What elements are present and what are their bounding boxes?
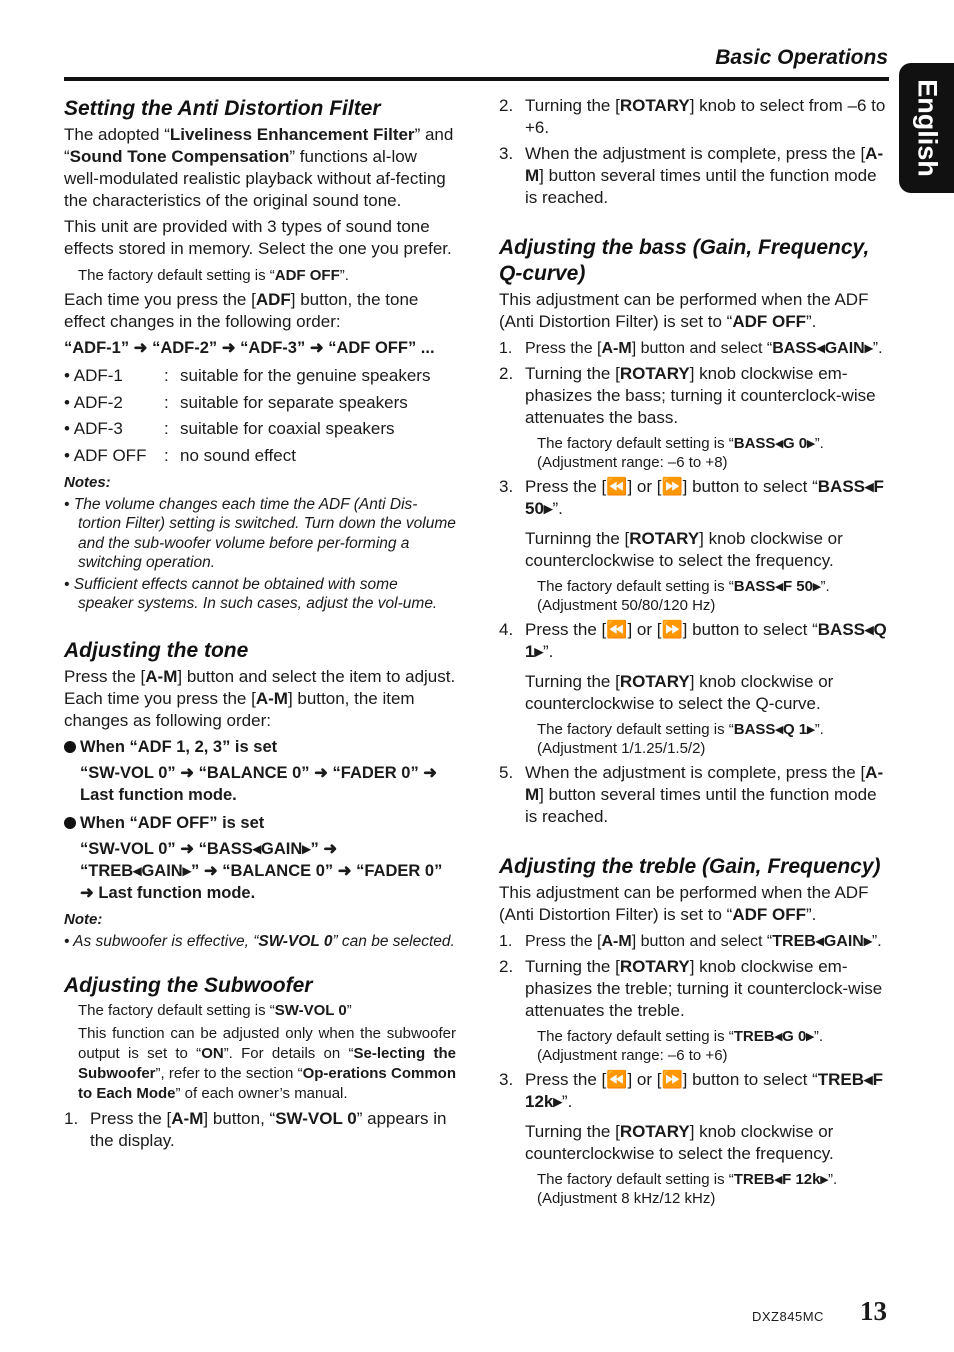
treble-heading: Adjusting the treble (Gain, Frequency) bbox=[499, 855, 881, 878]
treble-step-1: 1. Press the [A-M] button and select “TREB◂GAIN▸”. bbox=[499, 933, 882, 950]
treble-gain-default: The factory default setting is “TREB◂G 0▸”. (Adjustment range: –6 to +6) bbox=[537, 1028, 824, 1064]
tone-case-adf-off: When “ADF OFF” is set bbox=[64, 812, 456, 834]
bass-step-1: 1. Press the [A-M] button and select “BASS◂GAIN▸”. bbox=[499, 340, 883, 357]
subwoofer-continued-steps bbox=[499, 95, 891, 209]
anti-distortion-press: Each time you press the [ADF] button, the tone effect changes in the following order: bbox=[64, 290, 419, 331]
section-subwoofer bbox=[64, 973, 456, 1152]
treble-frequency-default: The factory default setting is “TREB◂F 12k▸”. (Adjustment 8 kHz/12 kHz) bbox=[537, 1171, 838, 1207]
adf-definition-row: • ADF-1 : suitable for the genuine speakers bbox=[64, 366, 431, 385]
tone-sequence-adf-on: “SW-VOL 0” ➜ “BALANCE 0” ➜ “FADER 0” ➜ Last function mode. bbox=[80, 763, 438, 804]
bass-heading: Adjusting the bass (Gain, Frequency, Q-curve) bbox=[499, 236, 870, 285]
subwoofer-step-1: 1. Press the [A-M] button, “SW-VOL 0” appears in the display. bbox=[64, 1109, 447, 1150]
treble-frequency-instruction: Turning the [ROTARY] knob clockwise or counterclockwise to select the frequency. bbox=[525, 1122, 834, 1163]
notes-heading: Notes: bbox=[64, 473, 111, 491]
rewind-icon: ⏪ bbox=[606, 1070, 628, 1089]
subwoofer-heading: Adjusting the Subwoofer bbox=[64, 974, 313, 997]
anti-distortion-default: The factory default setting is “ADF OFF”. bbox=[78, 267, 349, 284]
section-anti-distortion bbox=[64, 96, 456, 614]
section-tone bbox=[64, 638, 456, 952]
section-bass bbox=[499, 235, 891, 828]
bass-step-3: 3. Press the [⏪] or [⏩] button to select “BASS◂F 50▸”. bbox=[499, 477, 884, 518]
note-heading: Note: bbox=[64, 910, 103, 928]
right-column bbox=[499, 95, 891, 1208]
bass-step-4: 4. Press the [⏪] or [⏩] button to select “BASS◂Q 1▸”. bbox=[499, 620, 887, 661]
bass-gain-default: The factory default setting is “BASS◂G 0▸”. (Adjustment range: –6 to +8) bbox=[537, 435, 824, 471]
header-rule bbox=[64, 77, 889, 81]
anti-distortion-intro: The adopted “Liveliness Enhancement Filter” and “Sound Tone Compensation” functions al-low well-modulated realistic playback without af-fecting the characteristics of the original sound tone. bbox=[64, 125, 454, 210]
note-item: • As subwoofer is effective, “SW-VOL 0” can be selected. bbox=[64, 932, 455, 950]
note-item: • The volume changes each time the ADF (Anti Dis-tortion Filter) setting is switched. Turn down the volume and the sub-woofer volume before per-forming a switching operation. bbox=[64, 495, 456, 571]
rewind-icon: ⏪ bbox=[606, 620, 628, 639]
language-tab-label: English bbox=[912, 79, 942, 177]
bass-frequency-instruction: Turninng the [ROTARY] knob clockwise or counterclockwise to select the frequency. bbox=[525, 529, 843, 570]
tone-heading: Adjusting the tone bbox=[64, 638, 249, 662]
subwoofer-step-3: 3. When the adjustment is complete, press the [A-M] button several times until the function mode is reached. bbox=[499, 144, 884, 207]
anti-distortion-types: This unit are provided with 3 types of sound tone effects stored in memory. Select the one you prefer. bbox=[64, 217, 452, 258]
fast-forward-icon: ⏩ bbox=[661, 477, 683, 496]
bass-step-2: 2. Turning the [ROTARY] knob clockwise em-phasizes the bass; turning it counterclock-wise attenuates the bass. bbox=[499, 364, 876, 427]
bass-step-5: 5. When the adjustment is complete, press the [A-M] button several times until the function mode is reached. bbox=[499, 763, 884, 826]
tone-case-adf-on: When “ADF 1, 2, 3” is set bbox=[64, 736, 456, 758]
page-number: 13 bbox=[860, 1296, 887, 1326]
adf-sequence: “ADF-1” ➜ “ADF-2” ➜ “ADF-3” ➜ “ADF OFF” ... bbox=[64, 339, 435, 357]
fast-forward-icon: ⏩ bbox=[661, 620, 683, 639]
treble-intro: This adjustment can be performed when the ADF (Anti Distortion Filter) is set to “ADF OFF”. bbox=[499, 883, 869, 924]
subwoofer-description: This function can be adjusted only when the subwoofer output is set to “ON”. For details on “Se-lecting the Subwoofer”, refer to the section “Op-erations Common to Each Mode” of each owner’s manual. bbox=[78, 1025, 456, 1102]
bass-qcurve-default: The factory default setting is “BASS◂Q 1▸”. (Adjustment 1/1.25/1.5/2) bbox=[537, 721, 824, 757]
fast-forward-icon: ⏩ bbox=[661, 1070, 683, 1089]
adf-definition-row: • ADF-2 : suitable for separate speakers bbox=[64, 392, 408, 412]
bullet-dot-icon bbox=[64, 741, 76, 753]
left-column bbox=[64, 96, 456, 1152]
treble-step-3: 3. Press the [⏪] or [⏩] button to select “TREB◂F 12k▸”. bbox=[499, 1070, 883, 1111]
bass-frequency-default: The factory default setting is “BASS◂F 50▸”.(Adjustment 50/80/120 Hz) bbox=[537, 578, 830, 614]
language-tab bbox=[899, 63, 954, 193]
tone-intro: Press the [A-M] button and select the item to adjust. Each time you press the [A-M] button, the item changes as following order: bbox=[64, 666, 456, 730]
bass-intro: This adjustment can be performed when the ADF (Anti Distortion Filter) is set to “ADF OFF”. bbox=[499, 290, 869, 331]
bass-qcurve-instruction: Turning the [ROTARY] knob clockwise or counterclockwise to select the Q-curve. bbox=[525, 672, 834, 713]
rewind-icon: ⏪ bbox=[606, 477, 628, 496]
subwoofer-step-2: 2. Turning the [ROTARY] knob to select from –6 to +6. bbox=[499, 96, 886, 137]
subwoofer-default: The factory default setting is “SW-VOL 0” bbox=[78, 1002, 352, 1019]
adf-definition-row: • ADF OFF : no sound effect bbox=[64, 445, 296, 465]
treble-step-2: 2. Turning the [ROTARY] knob clockwise em-phasizes the treble; turning it counterclock-wise attenuates the treble. bbox=[499, 957, 883, 1020]
section-treble bbox=[499, 854, 891, 1208]
bullet-dot-icon bbox=[64, 817, 76, 829]
adf-definition-row: • ADF-3 : suitable for coaxial speakers bbox=[64, 419, 395, 438]
adf-definitions bbox=[64, 365, 456, 467]
model-number: DXZ845MC bbox=[752, 1309, 824, 1324]
tone-sequence-adf-off: “SW-VOL 0” ➜ “BASS◂GAIN▸” ➜ “TREB◂GAIN▸” ➜ “BALANCE 0” ➜ “FADER 0” ➜ Last function mode. bbox=[80, 839, 443, 902]
anti-distortion-heading: Setting the Anti Distortion Filter bbox=[64, 97, 381, 120]
note-item: • Sufficient effects cannot be obtained with some speaker systems. In such cases, adjust the vol-ume. bbox=[64, 575, 438, 612]
page-header-title: Basic Operations bbox=[715, 46, 888, 69]
